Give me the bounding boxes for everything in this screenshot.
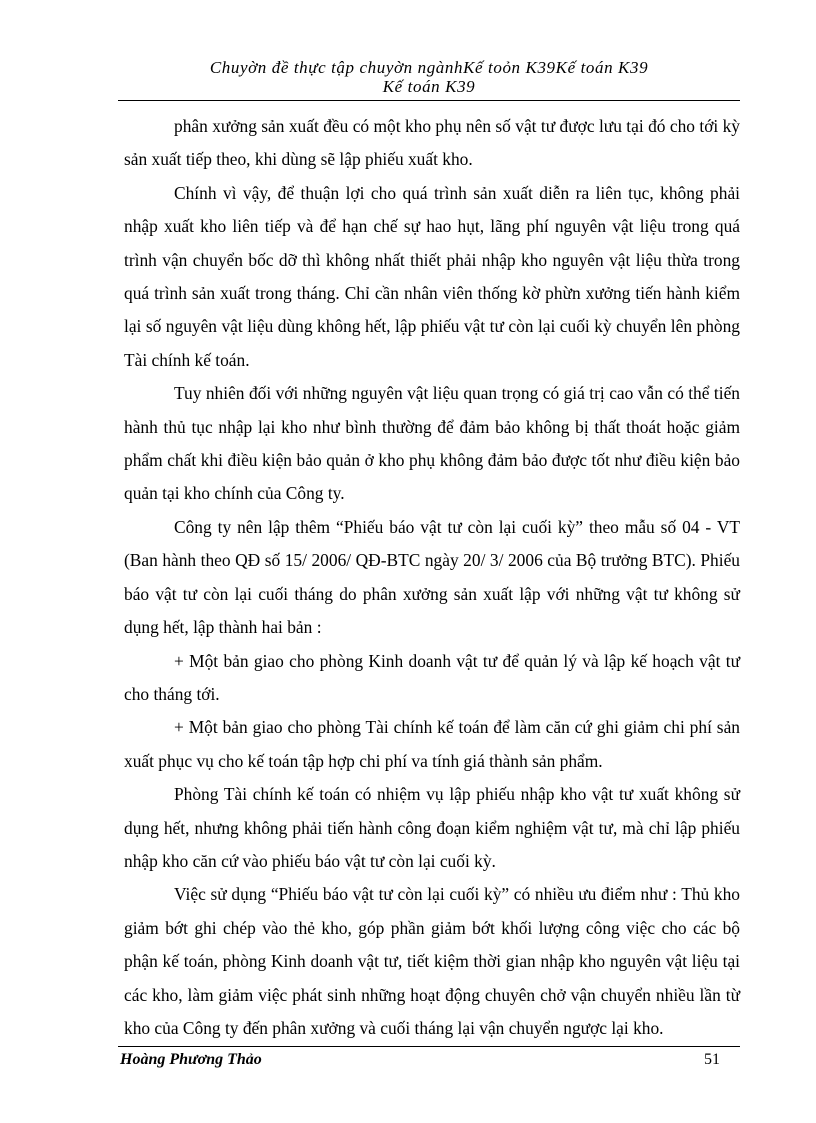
header-title-line-1: Chuyờn đề thực tập chuyờn ngànhKế toỏn K39Kế toán K39: [209, 58, 649, 77]
page-number: 51: [704, 1051, 720, 1068]
paragraph: Công ty nên lập thêm “Phiếu báo vật tư còn lại cuối kỳ” theo mẫu số 04 - VT (Ban hành theo QĐ số 15/ 2006/ QĐ-BTC ngày 20/ 3/ 2006 của Bộ trưởng BTC). Phiếu báo vật tư còn lại cuối tháng do phân xưởng sản xuất lập với những vật tư không sử dụng hết, lập thành hai bản :: [124, 516, 740, 638]
header-divider: [118, 100, 740, 101]
paragraph-list-item: + Một bản giao cho phòng Tài chính kế toán để làm căn cứ ghi giảm chi phí sản xuất phục vụ cho kế toán tập hợp chi phí va tính giá thành sản phẩm.: [124, 717, 740, 771]
header-title-line-2: Kế toán K39: [382, 77, 476, 96]
paragraph: Phòng Tài chính kế toán có nhiệm vụ lập phiếu nhập kho vật tư xuất không sử dụng hết, nhưng không phải tiến hành công đoạn kiểm nghiệm vật tư, mà chỉ lập phiếu nhập kho căn cứ vào phiếu báo vật tư còn lại cuối kỳ.: [124, 784, 740, 871]
paragraph: Tuy nhiên đối với những nguyên vật liệu quan trọng có giá trị cao vẫn có thể tiến hành thủ tục nhập lại kho như bình thường để đảm bảo không bị thất thoát hoặc giảm phẩm chất khi điều kiện bảo quản ở kho phụ không đảm bảo được tốt như điều kiện bảo quản tại kho chính của Công ty.: [124, 383, 740, 504]
paragraph-list-item: + Một bản giao cho phòng Kinh doanh vật tư để quản lý và lập kế hoạch vật tư cho tháng tới.: [124, 650, 740, 704]
paragraph: Việc sử dụng “Phiếu báo vật tư còn lại cuối kỳ” có nhiều ưu điểm như : Thủ kho giảm bớt ghi chép vào thẻ kho, góp phần giảm bớt khối lượng công việc cho các bộ phận kế toán, phòng Kinh doanh vật tư, tiết kiệm thời gian nhập kho nguyên vật liệu tại các kho, làm giảm việc phát sinh những hoạt động chuyên chở vận chuyển nhiều lần từ kho của Công ty đến phân xưởng và cuối tháng lại vận chuyển ngược lại kho.: [124, 884, 740, 1038]
footer-divider: [118, 1046, 740, 1047]
paragraph: phân xưởng sản xuất đều có một kho phụ nên số vật tư được lưu tại đó cho tới kỳ sản xuất tiếp theo, khi dùng sẽ lập phiếu xuất kho.: [124, 116, 740, 170]
document-body: [124, 110, 740, 1045]
page-header: [118, 58, 740, 96]
footer-author: Hoàng Phương Thảo: [120, 1051, 262, 1068]
paragraph: Chính vì vậy, để thuận lợi cho quá trình sản xuất diễn ra liên tục, không phải nhập xuất kho liên tiếp và để hạn chế sự hao hụt, lãng phí nguyên vật liệu trong quá trình vận chuyển bốc dỡ thì không nhất thiết phải nhập kho nguyên vật liệu thừa trong quá trình sản xuất trong tháng. Chỉ cần nhân viên thống kờ phừn xưởng tiến hành kiểm lại số nguyên vật liệu dùng không hết, lập phiếu vật tư còn lại cuối kỳ chuyển lên phòng Tài chính kế toán.: [124, 182, 740, 370]
